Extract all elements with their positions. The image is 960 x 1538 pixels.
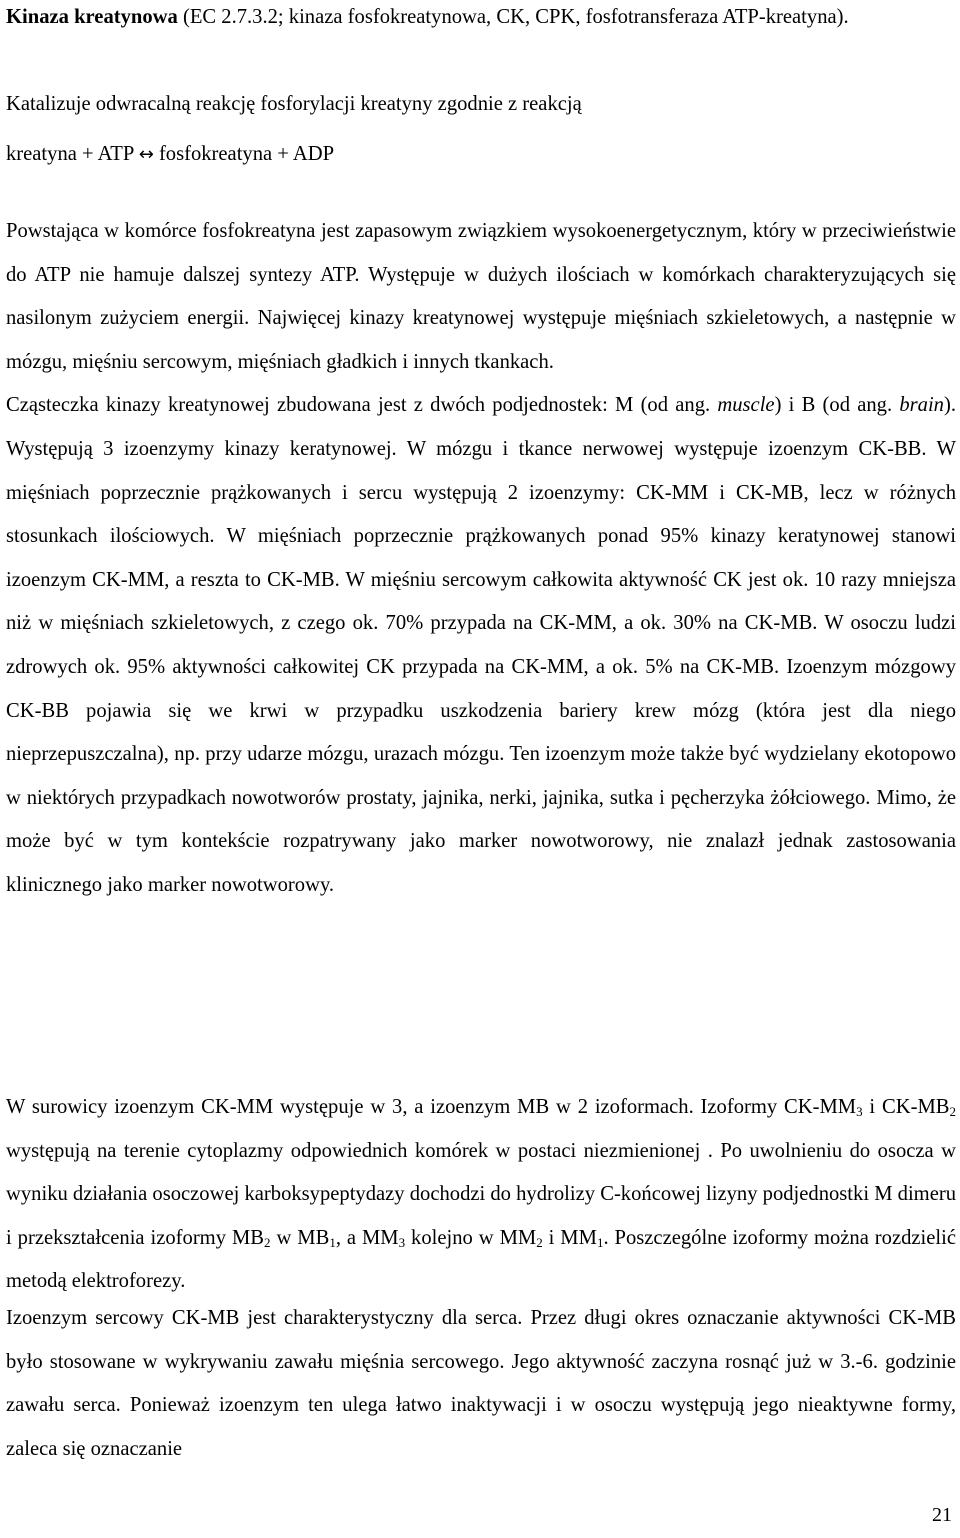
body-paragraph-1-text-b2: ) i B (od ang.: [774, 394, 900, 417]
page-number: 21: [932, 1504, 952, 1526]
isoform-text: i CK-MB: [862, 1096, 950, 1118]
subscript: 2: [536, 1234, 543, 1250]
isoform-text: kolejno w MM: [405, 1226, 537, 1249]
brain-term: brain: [899, 394, 944, 417]
reaction-paragraph: [0, 79, 960, 180]
subscript: 1: [329, 1234, 336, 1250]
subscript: 3: [856, 1104, 863, 1119]
reaction-left: kreatyna + ATP: [6, 143, 134, 165]
isoform-text: i MM: [542, 1226, 597, 1249]
body-paragraph-1-text-b3: ). Występują 3 izoenzymy kinazy keratynowej. W mózgu i tkance nerwowej występuje izoenzym CK-BB. W mięśniach poprzecznie prążkowanych i sercu występują 2 izoenzymy: CK-MM i CK-MB, lecz w różnych stosunkach ilościowych. W mięśniach poprzecznie prążkowanych ponad 95% kinazy keratynowej stanowi izoenzym CK-MM, a reszta to CK-MB. W mięśniu sercowym całkowita aktywność CK jest ok. 10 razy mniejsza niż w mięśniach szkieletowych, z czego ok. 70% przypada na CK-MM, a ok. 30% na CK-MB. W osoczu ludzi zdrowych ok. 95% aktywności całkowitej CK przypada na CK-MM, a ok. 5% na CK-MB. Izoenzym mózgowy CK-BB pojawia się we krwi w przypadku uszkodzenia bariery krew mózg (która jest dla niego nieprzepuszczalna), np. przy udarze mózgu, urazach mózgu. Ten izoenzym może także być wydzielany ekotopowo w niektórych przypadkach nowotworów prostaty, jajnika, nerki, jajnika, sutka i pęcherzyka żółciowego. Mimo, że może być w tym kontekście rozpatrywany jako marker nowotworowy, nie znalazł jednak zastosowania klinicznego jako marker nowotworowy.: [6, 394, 956, 896]
isoform-text: , a MM: [335, 1226, 399, 1249]
subscript: 2: [949, 1104, 956, 1119]
subscript: 2: [264, 1234, 271, 1250]
reversible-arrow-icon: ↔: [138, 144, 154, 165]
body-paragraph-3-text: Izoenzym sercowy CK-MB jest charakterystyczny dla serca. Przez długi okres oznaczanie aktywności CK-MB było stosowane w wykrywaniu zawału mięśnia sercowego. Jego aktywność zaczyna rosnąć już w 3.-6. godzinie zawału serca. Ponieważ izoenzym ten ulega łatwo inaktywacji i w osoczu występują jego nieaktywne formy, zaleca się oznaczanie: [6, 1307, 956, 1460]
reaction-right: fosfokreatyna + ADP: [158, 143, 335, 165]
body-paragraph-3: [0, 1297, 960, 1471]
subscript: 1: [596, 1234, 604, 1250]
term-heading: Kinaza kreatynowa: [6, 6, 178, 28]
body-paragraph-1: [0, 210, 960, 908]
body-paragraph-1-text-b1: Cząsteczka kinazy kreatynowej zbudowana jest z dwóch podjednostek: M (od ang.: [6, 394, 718, 417]
body-paragraph-2: [0, 1086, 960, 1304]
term-synonyms: (EC 2.7.3.2; kinaza fosfokreatynowa, CK, CPK, fosfotransferaza ATP-kreatyna).: [177, 6, 849, 28]
title-paragraph: [0, 0, 960, 40]
body-paragraph-1-text-a: Powstająca w komórce fosfokreatyna jest zapasowym związkiem wysokoenergetycznym, który w przeciwieństwie do ATP nie hamuje dalszej syntezy ATP. Występuje w dużych ilościach w komórkach charakteryzujących się nasilonym zużyciem energii. Najwięcej kinazy kreatynowej występuje mięśniach szkieletowych, a następnie w mózgu, mięśniu sercowym, mięśniach gładkich i innych tkankach.: [6, 220, 956, 373]
intro-line: Katalizuje odwracalną reakcję fosforylacji kreatyny zgodnie z reakcją: [6, 93, 582, 115]
isoform-text: . Poszczególne izoformy można rozdzielić metodą elektroforezy.: [6, 1226, 956, 1293]
isoform-text: występują na terenie cytoplazmy odpowiednich komórek w postaci niezmienionej . Po uwolnieniu do osocza w wyniku działania osoczowej karboksypeptydazy dochodzi do hydrolizy C-końcowej lizyny podjednostki M dimeru i przekształcenia izoformy MB: [6, 1139, 956, 1249]
isoform-text: W surowicy izoenzym CK-MM występuje w 3, a izoenzym MB w 2 izoformach. Izoformy CK-MM: [6, 1096, 857, 1118]
muscle-term: muscle: [717, 394, 775, 417]
subscript: 3: [398, 1234, 406, 1250]
isoform-text: w MB: [270, 1226, 330, 1249]
